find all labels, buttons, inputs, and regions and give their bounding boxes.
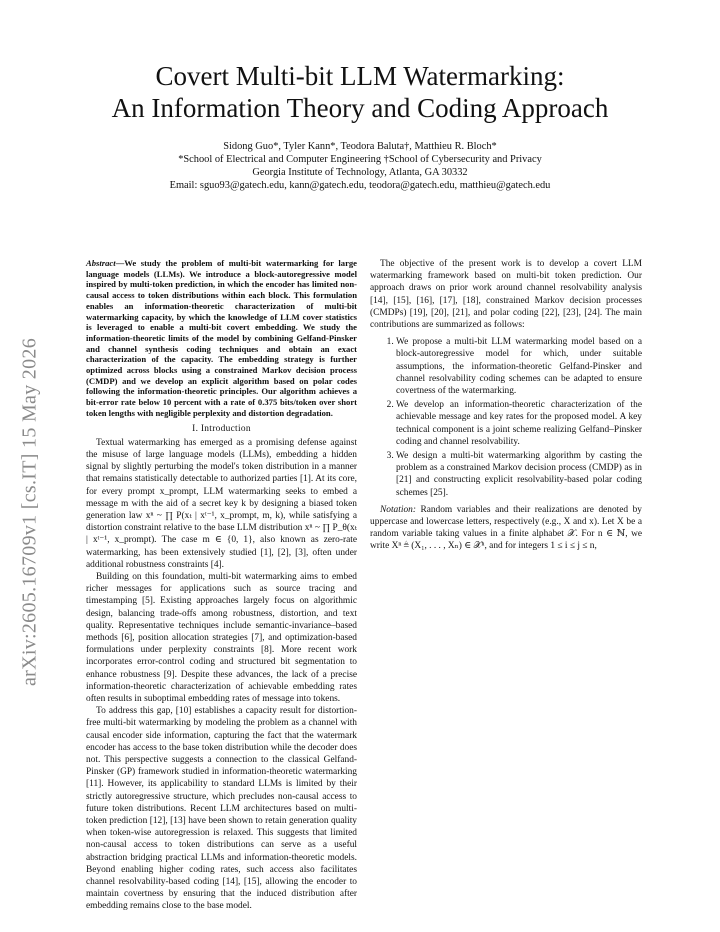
abstract — [86, 258, 357, 419]
contributions-list — [370, 336, 642, 499]
section-heading-introduction: I. Introduction — [192, 423, 251, 434]
author-emails: Email: sguo93@gatech.edu, kann@gatech.edu, teodora@gatech.edu, matthieu@gatech.edu — [169, 180, 551, 191]
author-names: Sidong Guo*, Tyler Kann*, Teodora Baluta†, Matthieu R. Bloch* — [223, 141, 497, 152]
author-affiliations: *School of Electrical and Computer Engineering †School of Cybersecurity and Privacy — [178, 154, 542, 165]
author-institution: Georgia Institute of Technology, Atlanta, GA 30332 — [252, 167, 468, 178]
notation-lead: Notation: — [380, 504, 416, 515]
notation-text: Random variables and their realizations are denoted by uppercase and lowercase letters, respectively (e.g., X and x). Let X be a random variable taking values in a finite alphabet 𝒳. For n ∈ ℕ, we write Xⁿ ≜ (X₁, . . . , Xₙ) ∈ 𝒳ⁿ, and for integers 1 ≤ i ≤ j ≤ n, — [370, 504, 642, 552]
title-line-1: Covert Multi-bit LLM Watermarking: — [155, 61, 565, 91]
intro-paragraph-4: The objective of the present work is to develop a covert LLM watermarking framework based on multi-bit token prediction. Our approach draws on prior work around channel resolvability analysis [14], [15], [16], [17], [18], constrained Markov decision processes (CMDPs) [19], [20], [21], and polar coding [22], [23], [24]. The main contributions are summarized as follows: — [370, 259, 642, 331]
intro-paragraph-3: To address this gap, [10] establishes a capacity result for distortion-free multi-bit watermarking by modeling the problem as a channel with causal encoder side information, capturing the fact that the watermark encoder has access to the base token distribution while the decoder does not. This perspective suggests a connection to the classical Gelfand-Pinsker (GP) framework studied in information-theoretic watermarking [11]. However, its applicability to standard LLMs is limited by their strictly autoregressive structure, which precludes non-causal access to future token distributions. Recent LLM architectures based on multi-token prediction [12], [13] have been shown to retain generation quality when token-wise autoregression is relaxed. This suggests that limited non-causal access to token distributions can serve as a useful abstraction bridging practical LLMs and information-theoretic models. Beyond enabling higher coding rates, such access also facilitates channel resolvability-based coding [14], [15], allowing the encoder to maintain covertness by ensuring that the induced distribution after embedding remains close to the base model. — [86, 706, 357, 912]
contribution-item: 1. We propose a multi-bit LLM watermarking model based on a block-autoregressive model for which, under suitable assumptions, the information-theoretic Gelfand-Pinsker and channel resolvability coding schemes can be adapted to ensure covertness of the watermarking. — [396, 336, 642, 397]
abstract-lead: Abstract — [86, 258, 116, 268]
intro-paragraph-2: Building on this foundation, multi-bit watermarking aims to embed richer messages for applications such as source tracing and timestamping [5]. Existing approaches largely focus on algorithmic design, balancing trade-offs among robustness, distortion, and text quality. Representative techniques include semantic-invariance–based methods [6], position allocation strategies [7], and optimization-based formulations under perplexity constraints [8]. More recent work incorporates error-control coding and structured bit segmentation to enhance robustness [9]. Despite these advances, the lack of a precise information-theoretic characterization of achievable embedding rates often results in suboptimal embedding rates of message into tokens. — [86, 571, 357, 705]
contribution-item: 2. We develop an information-theoretic characterization of the achievable message and key rates for the proposed model. A key technical component is a joint scheme realizing Gelfand–Pinsker coding and channel resolvability. — [396, 399, 642, 448]
abstract-text: —We study the problem of multi-bit watermarking for large language models (LLMs). We introduce a block-autoregressive model inspired by multi-token prediction, in which the encoder has limited non-causal access to token distributions within each block. This formulation enables an information-theoretic characterization of multi-bit watermarking capacity, by which the knowledge of LLM cover statistics is leveraged to enable a multi-bit covert embedding. We study the information-theoretic limits of the model by combining Gelfand-Pinsker and channel synthesis coding techniques and obtain an exact characterization of the capacity. The embedding strategy is further optimized across blocks using a constrained Markov decision process (CMDP) and we develop an explicit algorithm based on polar codes following the information-theoretic principles. Our algorithm achieves a bit-error rate below 10 percent with a rate of 0.375 bits/token over short token lengths with negligible perplexity and distortion degradation. — [86, 258, 357, 418]
author-block — [60, 140, 660, 192]
title-line-2: An Information Theory and Coding Approach — [111, 93, 609, 123]
left-column — [86, 258, 357, 913]
arxiv-id-text: arXiv:2605.16709v1 [cs.IT] 15 May 2026 — [18, 337, 41, 687]
notation-paragraph — [370, 504, 642, 553]
right-column — [370, 258, 642, 553]
intro-paragraph-1: Textual watermarking has emerged as a promising defense against the misuse of large language models (LLMs), embedding a hidden signal by slightly perturbing the model's token distribution in a manner that remains statistically detectable to authorized parties [1]. At its core, for every prompt x_prompt, LLM watermarking seeks to embed a message m with the aid of a secret key k by designing a biased token generation law xⁿ ~ ∏ P(xₜ | xᵗ⁻¹, x_prompt, m, k), while satisfying a distortion constraint relative to the base LLM distribution xⁿ ~ ∏ P_θ(xₜ | xᵗ⁻¹, x_prompt). The case m ∈ {0, 1}, also known as zero-rate watermarking, has been extensively studied [1], [2], [3], often under additional robustness constraints [4]. — [86, 437, 357, 570]
paper-title — [60, 60, 660, 124]
contribution-item: 3. We design a multi-bit watermarking algorithm by casting the problem as a constrained Markov decision process (CMDP) as in [21] and constructing explicit resolvability-based polar coding schemes [25]. — [396, 450, 642, 499]
